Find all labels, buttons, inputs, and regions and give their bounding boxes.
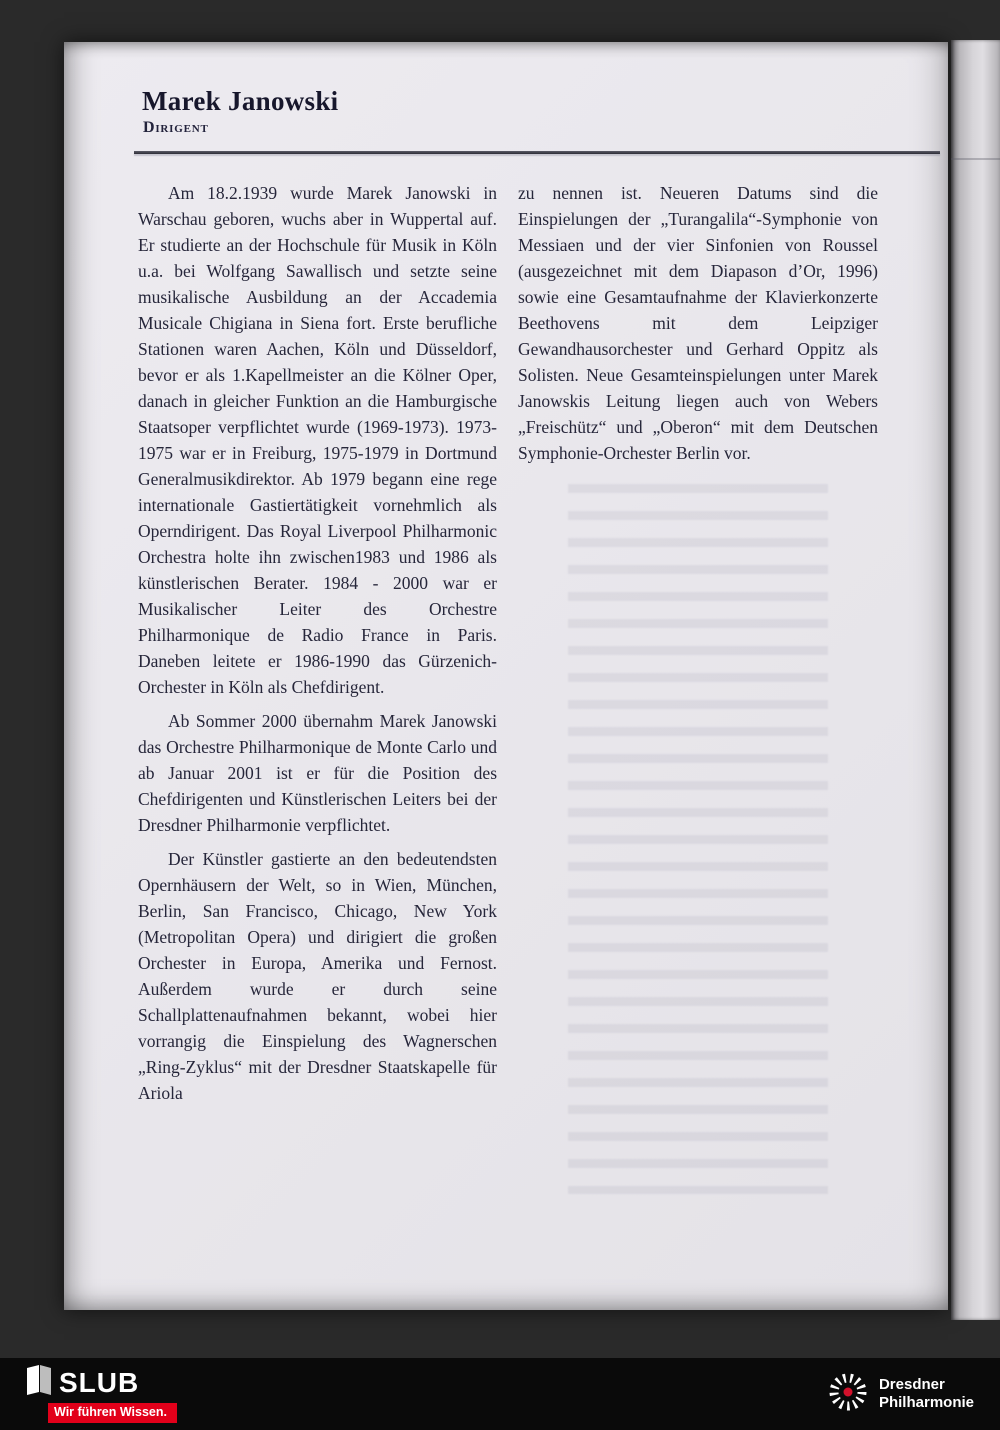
slub-logo (26, 1365, 177, 1423)
slub-tagline: Wir führen Wissen. (48, 1403, 177, 1423)
viewer-footer (0, 1358, 1000, 1430)
right-column (518, 180, 878, 1194)
paragraph: Ab Sommer 2000 übernahm Marek Janowski das Orchestre Philharmonique de Monte Carlo und ab Januar 2001 ist er für die Position des Chefdirigenten und Künstlerischen Leiters bei der Dresdner Philharmonie verpflichtet. (138, 711, 497, 835)
scanned-page (64, 42, 948, 1310)
next-page-edge (951, 40, 1000, 1320)
page-title: Marek Janowski (142, 86, 339, 116)
page-edge-line (951, 158, 1000, 160)
paragraph: zu nennen ist. Neueren Datums sind die Einspielungen der „Turangalila“-Symphonie von Messiaen und der vier Sinfonien von Roussel (ausgezeichnet mit dem Diapason d’Or, 1996) sowie eine Gesamtaufnahme der Klavierkonzerte Beethovens mit dem Leipziger Gewandhausorchester und Gerhard Oppitz als Solisten. Neue Gesamteinspielungen unter Marek Janowskis Leitung liegen auch von Webers „Freischütz“ und „Oberon“ mit dem Deutschen Symphonie-Orchester Berlin vor. (518, 183, 878, 463)
slub-wordmark: SLUB (59, 1366, 140, 1398)
philharmonie-line1: Dresdner (878, 1376, 945, 1393)
paragraph: Der Künstler gastierte an den bedeutendsten Opernhäusern der Welt, so in Wien, München, Berlin, San Francisco, Chicago, New York (Metropolitan Opera) und dirigiert die großen Orchester in Europa, Amerika und Fernost. Außerdem wurde er durch seine Schallplattenaufnahmen bekannt, wobei hier vorrangig die Einspielung des Wagnerschen „Ring-Zyklus“ mit der Dresdner Staatskapelle für Ariola (138, 849, 497, 1103)
philharmonie-line2: Philharmonie (878, 1394, 974, 1411)
philharmonie-wordmark (879, 1376, 974, 1412)
page-content (138, 86, 878, 1280)
philharmonie-emblem-icon (827, 1371, 869, 1418)
slub-book-icon (26, 1365, 52, 1400)
bleed-through-text (568, 484, 827, 1194)
text-columns (138, 180, 878, 1194)
left-column (138, 180, 497, 1194)
paragraph: Am 18.2.1939 wurde Marek Janowski in Warschau geboren, wuchs aber in Wuppertal auf. Er studierte an der Hochschule für Musik in Köln u.a. bei Wolfgang Sawallisch und setzte seine musikalische Ausbildung an der Accademia Musicale Chigiana in Siena fort. Erste berufliche Stationen waren Aachen, Köln und Düsseldorf, bevor er als 1.Kapellmeister an die Kölner Oper, danach in gleicher Funktion an die Hamburgische Staatsoper verpflichtet wurde (1969-1973). 1973-1975 war er in Freiburg, 1975-1979 in Dortmund Generalmusikdirektor. Ab 1979 begann eine rege internationale Gastiertätigkeit vornehmlich als Operndirigent. Das Royal Liverpool Philharmonic Orchestra holte ihn zwischen1983 und 1986 als künstlerischen Berater. 1984 - 2000 war er Musikalischer Leiter des Orchestre Philharmonique de Radio France in Paris. Daneben leitete er 1986-1990 das Gürzenich-Orchester in Köln als Chefdirigent. (138, 183, 497, 697)
page-subtitle: Dirigent (143, 119, 209, 136)
header-rule (134, 151, 940, 154)
philharmonie-logo (827, 1371, 974, 1418)
